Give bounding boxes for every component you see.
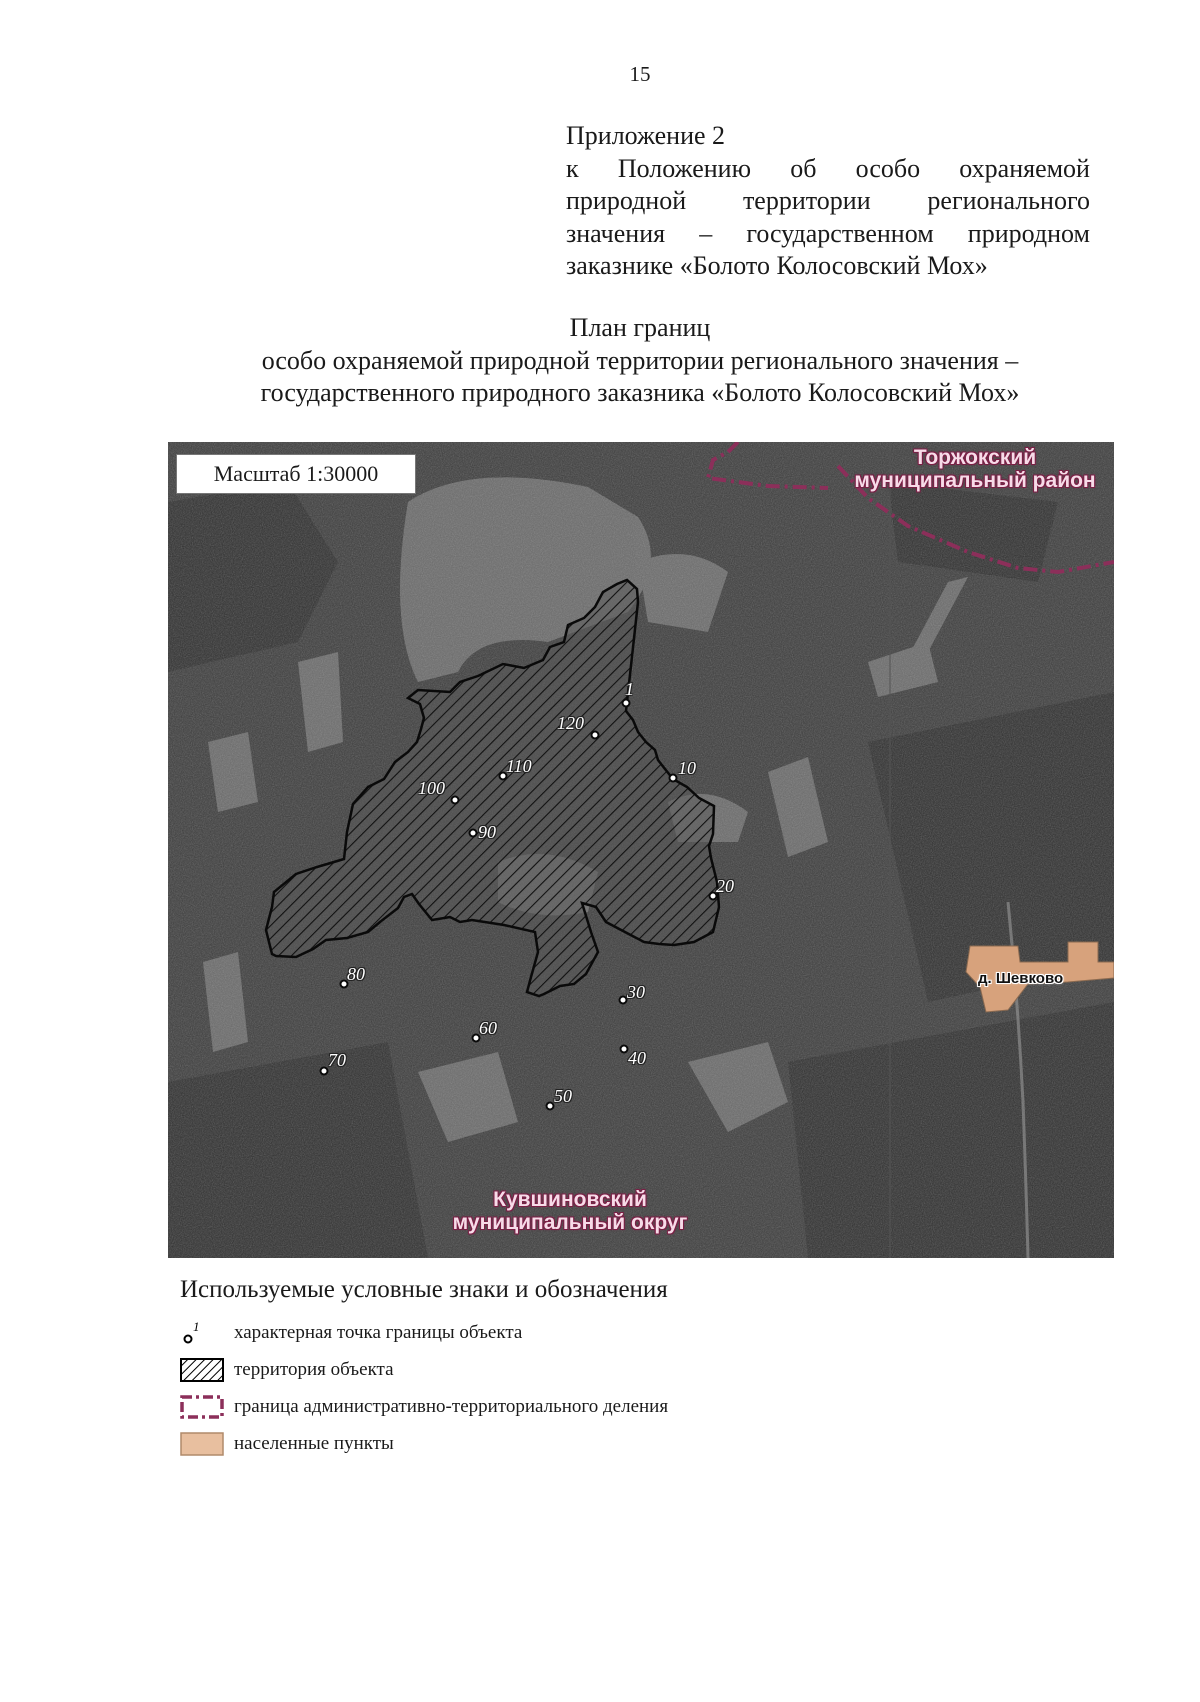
legend-title: Используемые условные знаки и обозначения bbox=[180, 1276, 668, 1303]
point-label-120: 120 bbox=[557, 713, 584, 733]
legend-item-text: территория объекта bbox=[234, 1358, 394, 1380]
scale-label: Масштаб 1:30000 bbox=[176, 454, 416, 494]
hatch-icon bbox=[180, 1358, 224, 1382]
point-label-90: 90 bbox=[478, 822, 496, 842]
region-label-torzhok bbox=[836, 446, 1114, 492]
boundary-map bbox=[168, 442, 1114, 1258]
point-label-20: 20 bbox=[716, 876, 734, 896]
appendix-line-2 bbox=[566, 153, 1090, 186]
appendix-word: особо bbox=[855, 153, 921, 183]
point-label-50: 50 bbox=[554, 1086, 572, 1106]
legend-item bbox=[180, 1314, 880, 1351]
legend-item bbox=[180, 1351, 880, 1388]
legend-item bbox=[180, 1388, 880, 1425]
region-label-kuvshinovo bbox=[430, 1188, 710, 1234]
appendix-header bbox=[566, 120, 1090, 283]
point-label-80: 80 bbox=[347, 964, 365, 984]
point-icon bbox=[180, 1321, 224, 1345]
region-label-line: Торжокский bbox=[913, 446, 1037, 469]
region-label-line: муниципальный округ bbox=[452, 1211, 688, 1234]
point-label-40: 40 bbox=[628, 1048, 646, 1068]
appendix-line-5: заказнике «Болото Колосовский Мох» bbox=[566, 251, 988, 280]
boundary-point-30 bbox=[620, 997, 627, 1004]
plan-title bbox=[0, 312, 1200, 410]
plan-title-line-2: особо охраняемой природной территории регионального значения – bbox=[261, 345, 1019, 375]
boundary-point-70 bbox=[321, 1068, 328, 1075]
appendix-word: природном bbox=[967, 218, 1090, 248]
appendix-line-1: Приложение 2 bbox=[566, 121, 726, 150]
plan-title-line-3: государственного природного заказника «Болото Колосовский Мох» bbox=[260, 378, 1020, 407]
point-label-10: 10 bbox=[678, 758, 696, 778]
boundary-point-10 bbox=[670, 775, 677, 782]
legend-item-text: характерная точка границы объекта bbox=[234, 1321, 523, 1343]
settlement-label-shevkovo: д. Шевково bbox=[978, 970, 1064, 987]
point-label-30: 30 bbox=[627, 982, 645, 1002]
legend-item-text: граница административно-территориального деления bbox=[234, 1395, 669, 1417]
boundary-point-40 bbox=[621, 1046, 628, 1053]
plan-title-line-1: План границ bbox=[569, 313, 711, 342]
settlement-fill-icon bbox=[180, 1432, 224, 1456]
page-number: 15 bbox=[629, 62, 651, 86]
region-label-line: муниципальный район bbox=[854, 469, 1096, 492]
appendix-word: территории bbox=[742, 186, 871, 215]
appendix-line-4 bbox=[566, 218, 1090, 251]
boundary-point-90 bbox=[470, 830, 477, 837]
boundary-point-50 bbox=[547, 1103, 554, 1110]
point-label-100: 100 bbox=[418, 778, 445, 798]
point-label-1: 1 bbox=[625, 679, 634, 699]
appendix-line-3 bbox=[566, 185, 1090, 218]
point-label-110: 110 bbox=[506, 756, 532, 776]
appendix-word: значения bbox=[566, 218, 666, 248]
point-icon-label: 1 bbox=[193, 1320, 200, 1334]
appendix-word: природной bbox=[566, 186, 687, 215]
appendix-word: – bbox=[699, 218, 713, 248]
boundary-point-100 bbox=[452, 797, 459, 804]
appendix-word: к bbox=[566, 153, 579, 183]
map-imagery bbox=[168, 442, 1114, 1258]
appendix-word: охраняемой bbox=[959, 153, 1090, 183]
appendix-word: регионального bbox=[927, 186, 1090, 215]
legend-item bbox=[180, 1425, 880, 1462]
appendix-word: Положению bbox=[617, 153, 752, 183]
map-legend bbox=[180, 1276, 880, 1462]
boundary-point-120 bbox=[592, 732, 599, 739]
appendix-word: об bbox=[790, 153, 817, 183]
point-label-60: 60 bbox=[479, 1018, 497, 1038]
dashed-border-icon bbox=[180, 1395, 224, 1419]
legend-item-text: населенные пункты bbox=[234, 1432, 394, 1454]
point-label-70: 70 bbox=[328, 1050, 346, 1070]
region-label-line: Кувшиновский bbox=[493, 1188, 647, 1211]
boundary-point-1 bbox=[623, 700, 630, 707]
appendix-word: государственном bbox=[746, 218, 934, 248]
